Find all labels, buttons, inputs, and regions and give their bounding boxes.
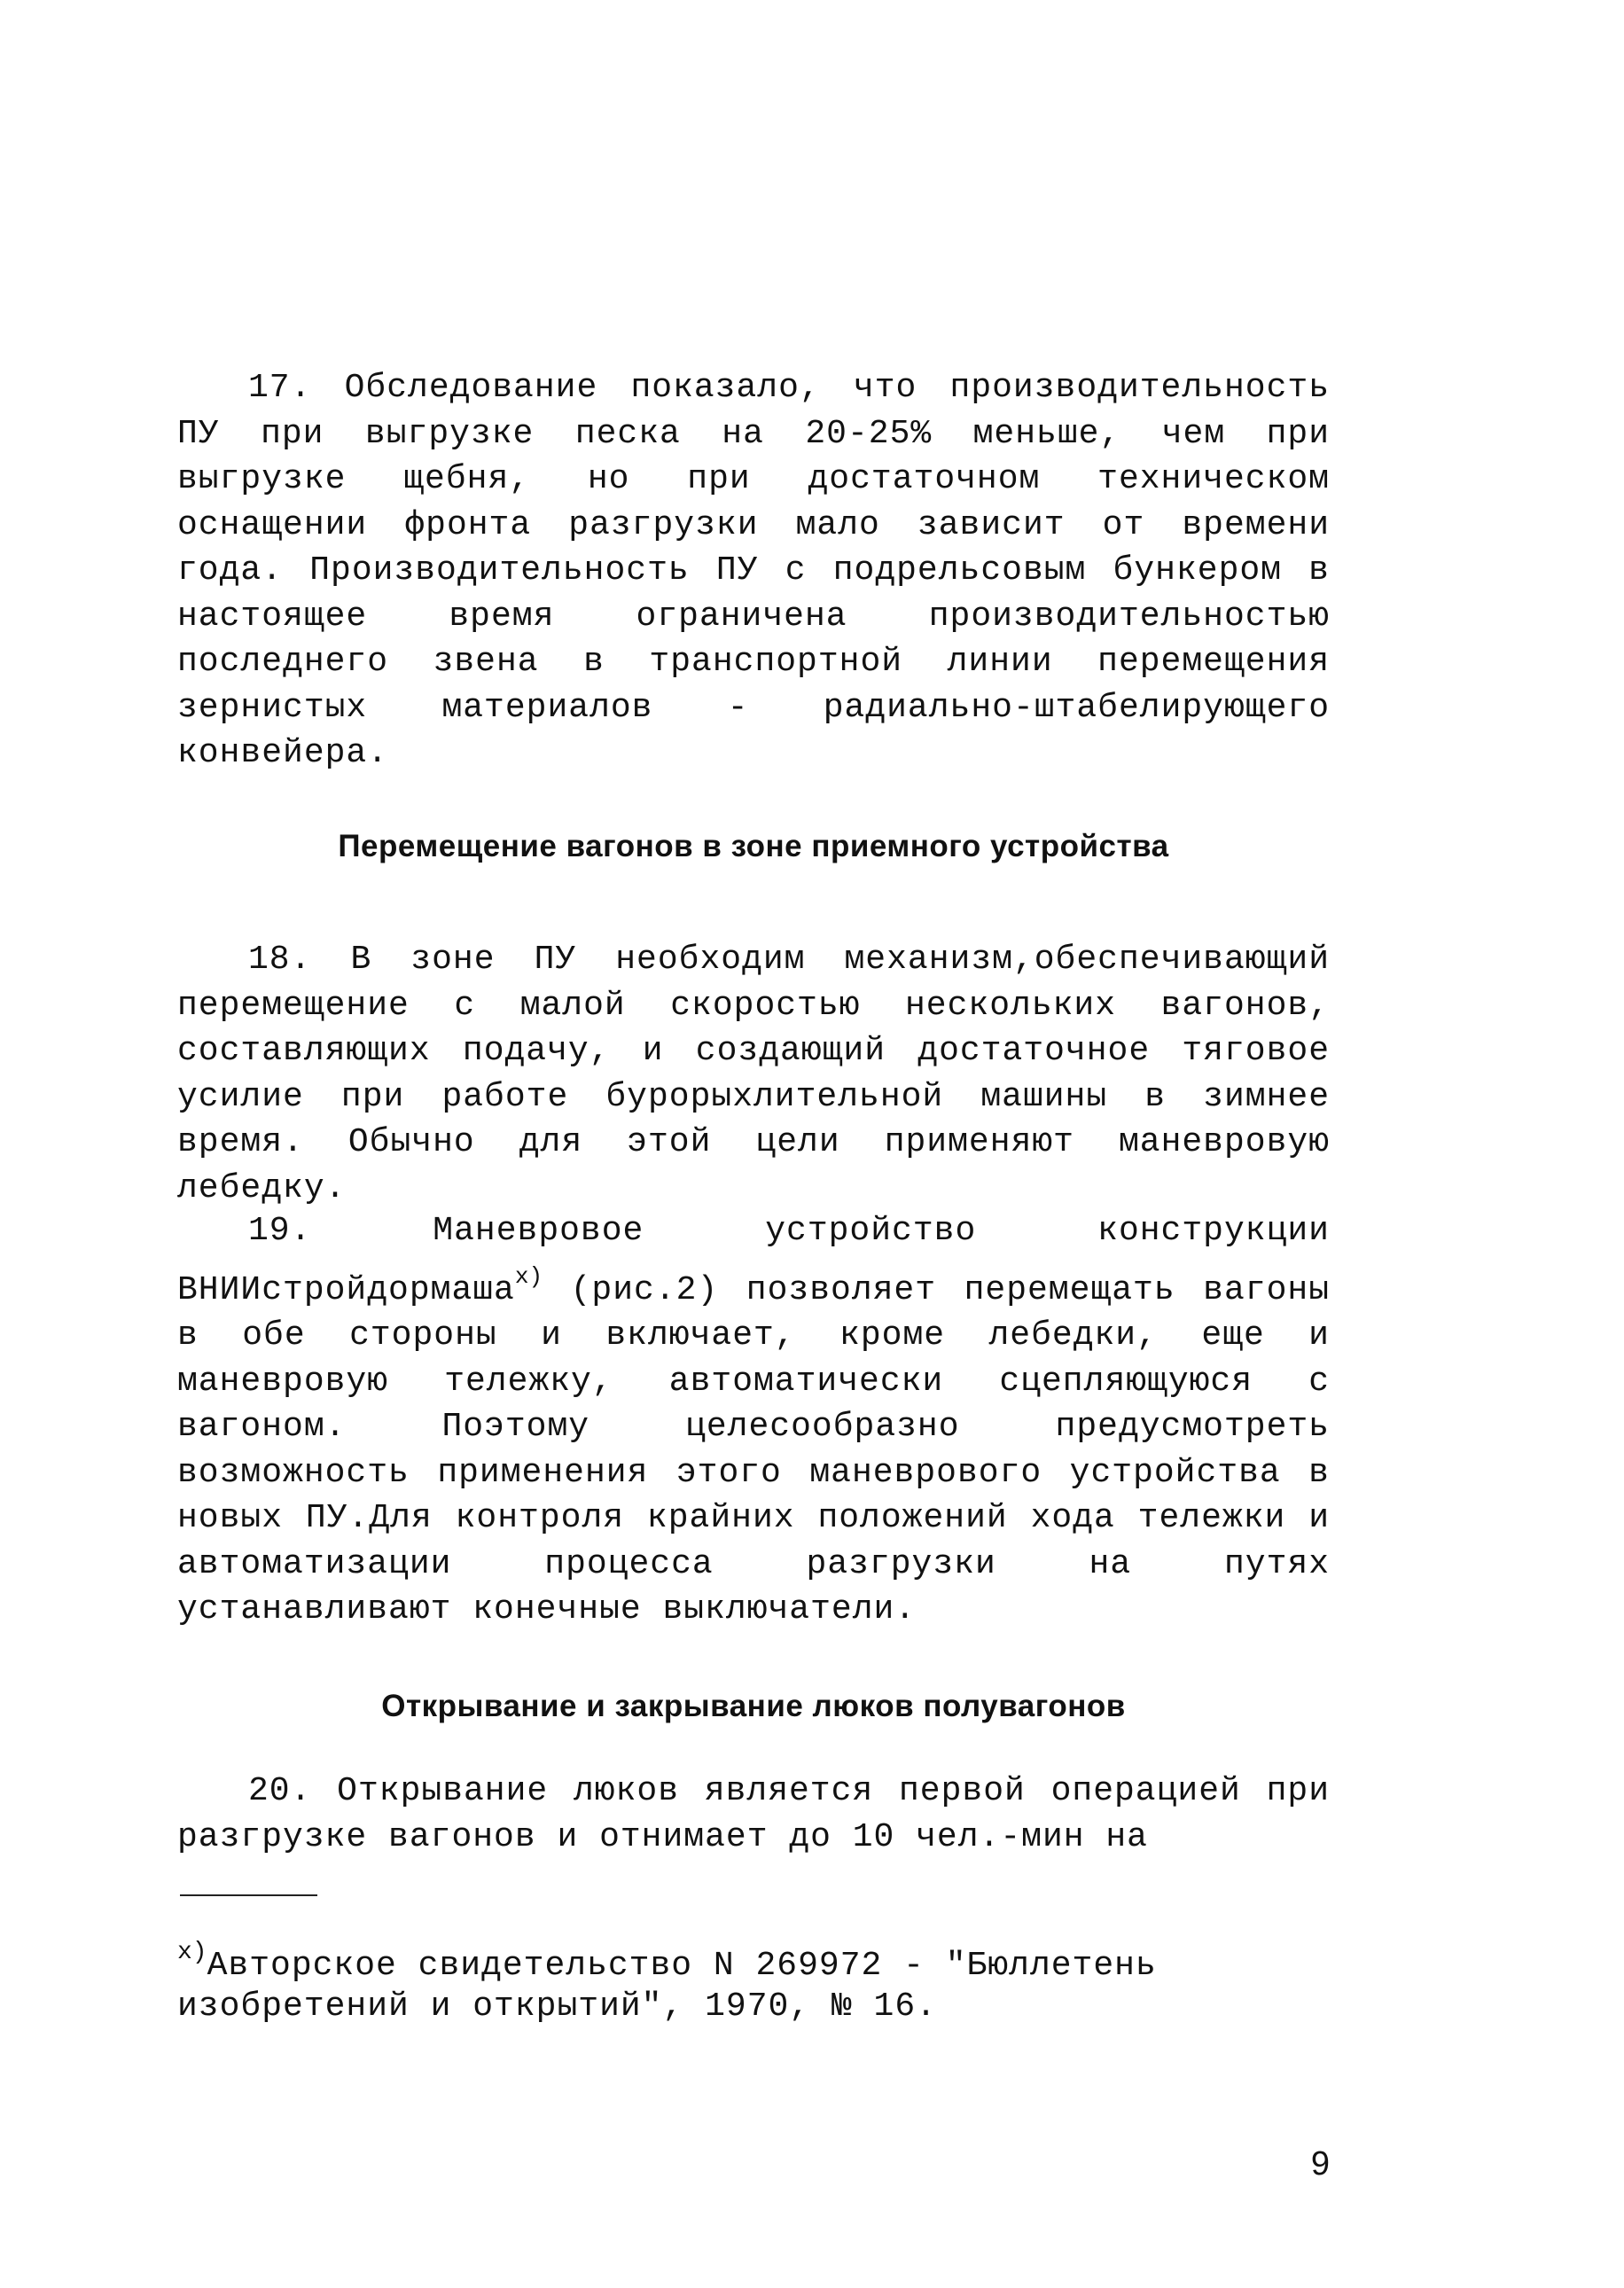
section-heading-hatch-opening: Открывание и закрывание люков полувагонов — [381, 1689, 1126, 1723]
paragraph-17: 17. Обследование показало, что производительность ПУ при выгрузке песка на 20-25% меньше, чем при выгрузке щебня, но при достаточном техническом оснащении фронта разгрузки мало зависит от времени года. Производительность ПУ с подрельсовым бункером в настоящее время ограничена производительностью последнего звена в транспортной линии перемещения зернистых материалов - радиально-штабелирующего конвейера. — [177, 369, 1330, 772]
paragraph-20-container — [177, 1769, 1330, 1860]
paragraph-20: 20. Открывание люков является первой операцией при разгрузке вагонов и отнимает до 10 чел.-мин на — [177, 1772, 1330, 1856]
paragraph-19-container — [177, 1208, 1330, 1633]
footnote-reference-mark: x) — [514, 1262, 543, 1290]
paragraph-18: 18. В зоне ПУ необходим механизм,обеспечивающий перемещение с малой скоростью нескольких вагонов, составляющих подачу, и создающий достаточное тяговое усилие при работе бурорыхлительной машины в зимнее время. Обычно для этой цели применяют маневровую лебедку. — [177, 941, 1330, 1207]
paragraph-17-container — [177, 365, 1330, 777]
section-heading-wagon-movement: Перемещение вагонов в зоне приемного устройства — [338, 829, 1169, 863]
paragraph-19-text-end: (рис.2) позволяет перемещать вагоны в обе стороны и включает, кроме лебедки, еще и маневровую тележку, автоматически сцепляющуюся с вагоном. Поэтому целесообразно предусмотреть возможность применения этого маневрового устройства в новых ПУ.Для контроля крайних положений хода тележки и автоматизации процесса разгрузки на путях устанавливают конечные выключатели. — [177, 1270, 1330, 1628]
footnote-text: Авторское свидетельство N 269972 - "Бюллетень изобретений и открытий", 1970, № 16. — [177, 1947, 1157, 2026]
footnote-mark: x) — [177, 1939, 207, 1966]
footnote — [177, 1933, 1330, 2027]
paragraph-19-text-start: 19. Маневровое устройство конструкции ВНИИстройдормаша — [177, 1212, 1330, 1309]
page-number: 9 — [1310, 2145, 1330, 2183]
paragraph-19 — [177, 1208, 1330, 1633]
paragraph-18-container — [177, 937, 1330, 1211]
footnote-separator — [180, 1894, 317, 1896]
